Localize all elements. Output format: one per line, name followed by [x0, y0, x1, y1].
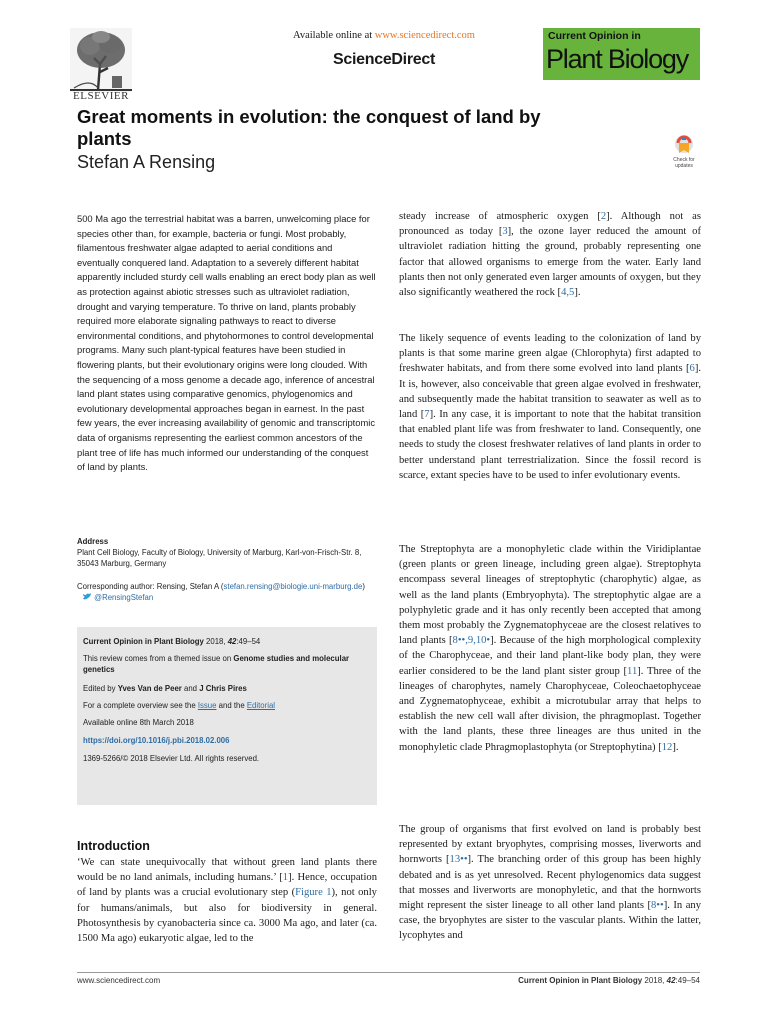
p3-text-b: ]. Because of the high morphological complexity of the Charophyceae, and their land plant-like body plan, they were earlier considered to be the land plant sister group [: [399, 635, 702, 677]
publisher-name: ELSEVIER: [73, 90, 129, 102]
overview-prefix: For a complete overview see the: [83, 701, 198, 710]
reference-link[interactable]: 6: [689, 363, 695, 375]
address-text: Plant Cell Biology, Faculty of Biology, University of Marburg, Karl-von-Frisch-Str. 8, 35043 Marburg, Germany: [77, 548, 362, 568]
check-for-updates-label: Check for updates: [673, 157, 695, 169]
corresponding-suffix: ): [362, 582, 365, 591]
footer-volume: 42: [666, 976, 676, 985]
check-for-updates-button[interactable]: [668, 134, 700, 169]
overview-line: [83, 700, 371, 711]
journal-logo-line2: Plant Biology: [546, 44, 688, 74]
intro-text-1: ‘We can state unequivocally that without green land plants there would be no land animals, including humans.’ [: [77, 857, 377, 884]
figure-link[interactable]: Figure 1: [295, 887, 332, 899]
reference-link[interactable]: 4,5: [561, 287, 575, 299]
reference-link[interactable]: 1: [282, 872, 289, 884]
p2-text-a: The likely sequence of events leading to the colonization of land by plants is that some marine green algae (Chlorophyta) first adapted to freshwater habitats, and from there some evolved into land plants [: [399, 333, 701, 375]
reference-link[interactable]: 13••: [449, 854, 468, 866]
article-title: Great moments in evolution: the conquest of land by plants: [77, 106, 541, 149]
editor-1: Yves Van de Peer: [117, 684, 182, 693]
author-name: Stefan A Rensing: [77, 152, 216, 172]
edited-prefix: Edited by: [83, 684, 118, 693]
reference-link[interactable]: 2: [600, 211, 607, 222]
intro-text-2: ]. Hence, occupation of land by plants was a crucial evolutionary step (: [77, 872, 377, 899]
citation-journal: Current Opinion in Plant Biology: [83, 637, 204, 646]
sciencedirect-link[interactable]: www.sciencedirect.com: [374, 30, 475, 41]
footer-website-link[interactable]: www.sciencedirect.com: [77, 976, 161, 985]
p1-text-d: ].: [574, 287, 581, 299]
editorial-link[interactable]: Editorial: [246, 701, 276, 710]
body-paragraph-3: [399, 542, 701, 755]
body-paragraph-1: [399, 209, 701, 300]
journal-logo-line1: Current Opinion in: [548, 30, 641, 42]
address-heading: Address: [77, 537, 109, 546]
p1-text-a: steady increase of atmospheric oxygen [: [399, 211, 601, 222]
themed-issue-line: [83, 653, 371, 675]
themed-prefix: This review comes from a themed issue on: [83, 654, 234, 663]
p4-text-b: ]. The branching order of this group has been highly debated and is as yet unresolved. Recent phylogenomics data suggest that mosses and liverworts are monophyletic, and that the hornworts might represent the sister lineage to all other land plants [: [399, 854, 701, 912]
footer-journal: Current Opinion in Plant Biology: [518, 976, 643, 985]
body-paragraph-4: [399, 822, 701, 944]
introduction-heading: Introduction: [77, 839, 150, 853]
footer-divider: [77, 972, 700, 973]
p4-text-c: ]. In any case, the bryophytes are sister to the vascular plants. Within the latter, lycophytes and: [399, 900, 701, 942]
issue-link[interactable]: Issue: [197, 701, 217, 710]
author-email-link[interactable]: stefan.rensing@biologie.uni-marburg.de: [223, 582, 363, 591]
editor-2: J Chris Pires: [199, 684, 247, 693]
p3-text-c: ]. Three of the lineages of charophytes, namely Charophyceae, Coleochaetophyceae and Zygnematophyceae, exhibit a microtubular array that helps to establish the new cell wall after division, the phragmoplast. Together with the land plants, these three lineages are thus united in the monophyletic clade Phragmoplastophyta (or Streptophytina) [: [399, 665, 701, 753]
address-block: [77, 536, 377, 603]
p1-text-c: ], the ozone layer reduced the amount of ultraviolet radiation hitting the ground, probably representing one factor that allowed organisms to emerge from the water. Early land plants then not only generated even larger amounts of oxygen, but they also significantly weathered the rock [: [399, 226, 701, 299]
available-prefix: Available online at: [293, 30, 375, 41]
copyright-line: 1369-5266/© 2018 Elsevier Ltd. All rights reserved.: [83, 754, 260, 763]
overview-and: and the: [216, 701, 247, 710]
footer-pages: :49–54: [675, 976, 700, 985]
reference-link[interactable]: 12: [661, 741, 673, 753]
p2-text-c: ]. In any case, it is important to note that the habitat transition that enabled plant life was from freshwater to land. Consequently, one needs to study the closest freshwater relatives of land plants in order to better understand plant terrestrialization. Since the fossil record is scarce, extant species have to be used to infer evolutionary events.: [399, 409, 701, 481]
reference-link[interactable]: 8••: [651, 900, 664, 912]
themed-topic: Genome studies and molecular genetics: [83, 654, 350, 674]
footer-year: 2018,: [642, 976, 667, 985]
twitter-icon: [77, 593, 94, 602]
twitter-handle-link[interactable]: @RensingStefan: [94, 593, 154, 602]
abstract: 500 Ma ago the terrestrial habitat was a barren, unwelcoming place for species other than, for example, bacteria or fungi. Most probably, filamentous freshwater algae adapted to aerial conditions and eventually conquered land. Adaptation to a severely different habitat apparently included sturdy cell walls enabling an erect body plan as well as protection against abiotic stresses such as ultraviolet radiation, drought and varying temperature. To thrive on land, plants probably required more elaborate signaling pathways to react to diverse environmental conditions, and phytohormones to control developmental programs. Many such plant-typical features have been studied in flowering plants, but their evolutionary origins were long clouded. With the sequencing of a moss genome a decade ago, inference of ancestral land plant states using comparative genomics, phylogenomics and evolutionary developmental approaches began in earnest. In the past few years, the ever increasing availability of genomic and transcriptomic data of organisms representing the earliest common ancestors of the plant tree of life has much informed our understanding of the conquest of land by plants.: [77, 213, 376, 473]
platform-name: ScienceDirect: [333, 51, 435, 68]
editors-line: [83, 683, 371, 694]
body-paragraph-2: [399, 331, 701, 483]
citation-line: [83, 636, 371, 647]
citation-pages: :49–54: [236, 637, 261, 646]
edited-and: and: [181, 684, 200, 693]
available-date: Available online 8th March 2018: [83, 718, 194, 727]
p4-text-a: The group of organisms that first evolved on land is probably best represented by extant bryophytes, comprising mosses, liverworts and hornworts [: [399, 824, 701, 866]
reference-link[interactable]: 3: [502, 226, 508, 238]
doi-link[interactable]: https://doi.org/10.1016/j.pbi.2018.02.006: [83, 736, 230, 745]
footer-citation: [518, 976, 700, 985]
journal-logo: [543, 28, 700, 80]
check-for-updates-icon: [673, 134, 695, 158]
citation-volume: 42: [227, 637, 237, 646]
p1-text-b: ]. Although not as pronounced as today [: [399, 211, 701, 238]
reference-link[interactable]: 8••,9,10•: [452, 635, 491, 647]
p3-text-d: ].: [672, 741, 679, 753]
citation-year: 2018,: [203, 637, 228, 646]
reference-link[interactable]: 11: [627, 665, 638, 677]
corresponding-prefix: Corresponding author: Rensing, Stefan A (: [77, 582, 224, 591]
article-info-box: [77, 627, 377, 805]
corresponding-author: [77, 581, 377, 603]
intro-text-3: ), not only for humans/animals, but also for biodiversity in general. Photosynthesis by cyanobacteria since ca. 3000 Ma ago, and later (ca. 1500 Ma ago) eukaryotic algae, led to the: [77, 887, 377, 945]
p3-text-a: The Streptophyta are a monophyletic clade within the Viridiplantae (green plants or green lineage, including green algae). Streptophyta encompass several lineages of streptophytic (charophytic) algae, as well as the land plants (Embryophyta). The streptophytic algae are a polyphyletic grade and it has only recently been accepted that among them most probably the Zygnematophyceae are the closest relatives to land plants [: [399, 544, 701, 647]
reference-link[interactable]: 7: [424, 409, 430, 421]
p2-text-b: ]. It is, however, also conceivable that green algae evolved in freshwater, and subsequently made the habitat transition to seawater as well as to land [: [399, 363, 701, 421]
introduction-paragraph: [77, 855, 377, 946]
